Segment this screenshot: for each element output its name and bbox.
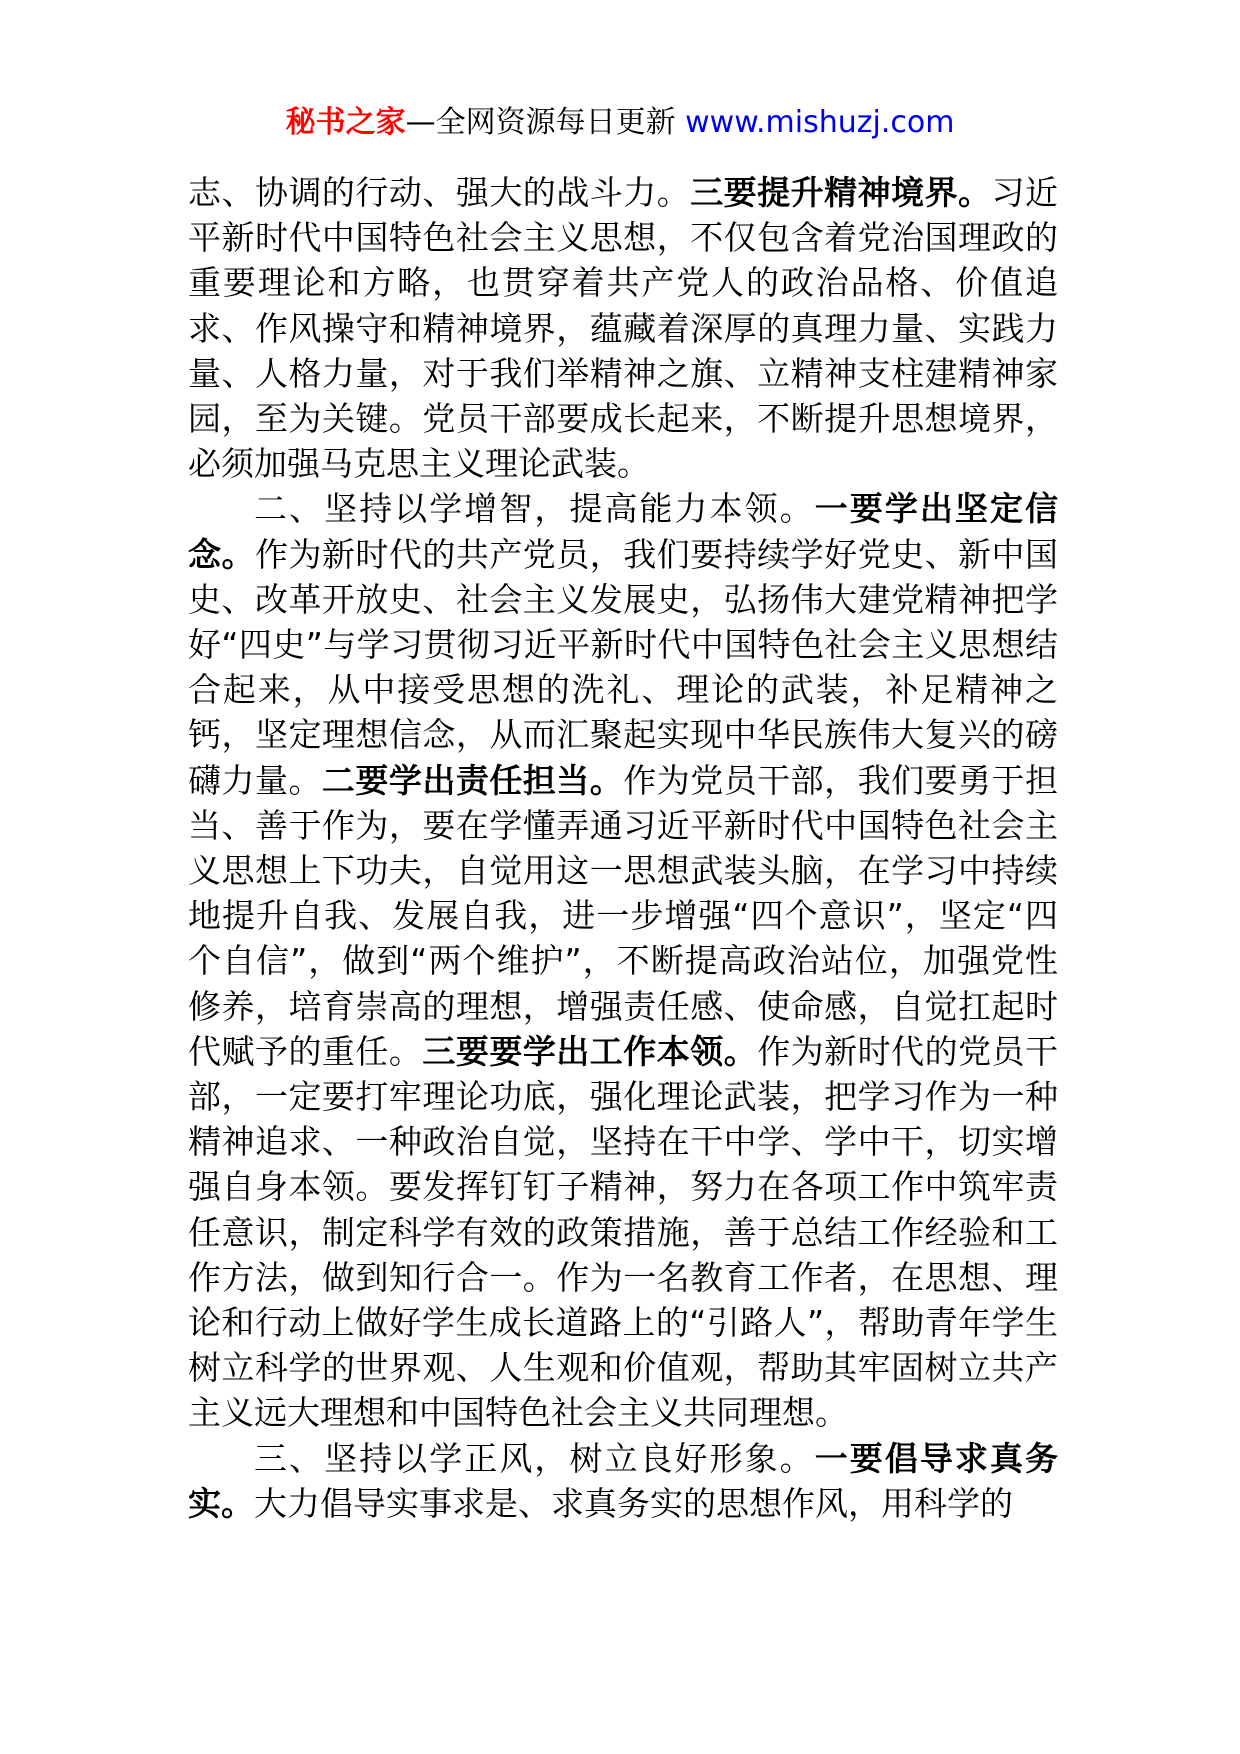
header-tagline: —全网资源每日更新	[405, 105, 686, 140]
text-segment: 作为新时代的共产党员，我们要持续学好党史、新中国史、改革开放史、社会主义发展史，弘扬伟大建党精神把学好“四史”与学习贯彻习近平新时代中国特色社会主义思想结合起来，从中接受思想的洗礼、理论的武装，补足精神之钙，坚定理想信念，从而汇聚起实现中华民族伟大复兴的磅礴力量。	[188, 534, 1059, 800]
bold-heading: 二要学出责任担当。	[321, 760, 624, 800]
text-segment: 志、协调的行动、强大的战斗力。	[188, 173, 691, 212]
document-body	[188, 170, 1058, 1526]
paragraph-3	[188, 1436, 1058, 1526]
website-link[interactable]: www.mishuzj.com	[685, 105, 955, 140]
paragraph-1	[188, 170, 1058, 486]
brand-name: 秘书之家	[285, 105, 406, 140]
section-heading: 二、坚持以学增智，提高能力本领。	[254, 489, 815, 529]
text-segment: 习近平新时代中国特色社会主义思想，不仅包含着党治国理政的重要理论和方略，也贯穿着共产党人的政治品格、价值追求、作风操守和精神境界，蕴藏着深厚的真理力量、实践力量、人格力量，对于我们举精神之旗、立精神支柱建精神家园，至为关键。党员干部要成长起来，不断提升思想境界，必须加强马克思主义理论武装。	[188, 173, 1059, 484]
bold-heading: 三要要学出工作本领。	[422, 1031, 758, 1071]
text-segment: 作为新时代的党员干部，一定要打牢理论功底，强化理论武装，把学习作为一种精神追求、一种政治自觉，坚持在干中学、学中干，切实增强自身本领。要发挥钉钉子精神，努力在各项工作中筑牢责任意识，制定科学有效的政策措施，善于总结工作经验和工作方法，做到知行合一。作为一名教育工作者，在思想、理论和行动上做好学生成长道路上的“引路人”，帮助青年学生树立科学的世界观、人生观和价值观，帮助其牢固树立共产主义远大理想和中国特色社会主义共同理想。	[188, 1031, 1059, 1433]
section-heading: 三、坚持以学正风，树立良好形象。	[254, 1438, 815, 1478]
paragraph-2	[188, 486, 1058, 1435]
bold-heading: 一要学出坚定信念。	[188, 489, 1059, 574]
bold-heading: 一要倡导求真务实。	[188, 1438, 1059, 1523]
text-segment: 作为党员干部，我们要勇于担当、善于作为，要在学懂弄通习近平新时代中国特色社会主义思想上下功夫，自觉用这一思想武装头脑，在学习中持续地提升自我、发展自我，进一步增强“四个意识”，坚定“四个自信”，做到“两个维护”，不断提高政治站位，加强党性修养，培育崇高的理想，增强责任感、使命感，自觉扛起时代赋予的重任。	[188, 760, 1059, 1071]
page-header	[0, 100, 1240, 146]
text-segment: 大力倡导实事求是、求真务实的思想作风，用科学的	[254, 1483, 1013, 1523]
bold-heading: 三要提升精神境界。	[690, 173, 992, 212]
